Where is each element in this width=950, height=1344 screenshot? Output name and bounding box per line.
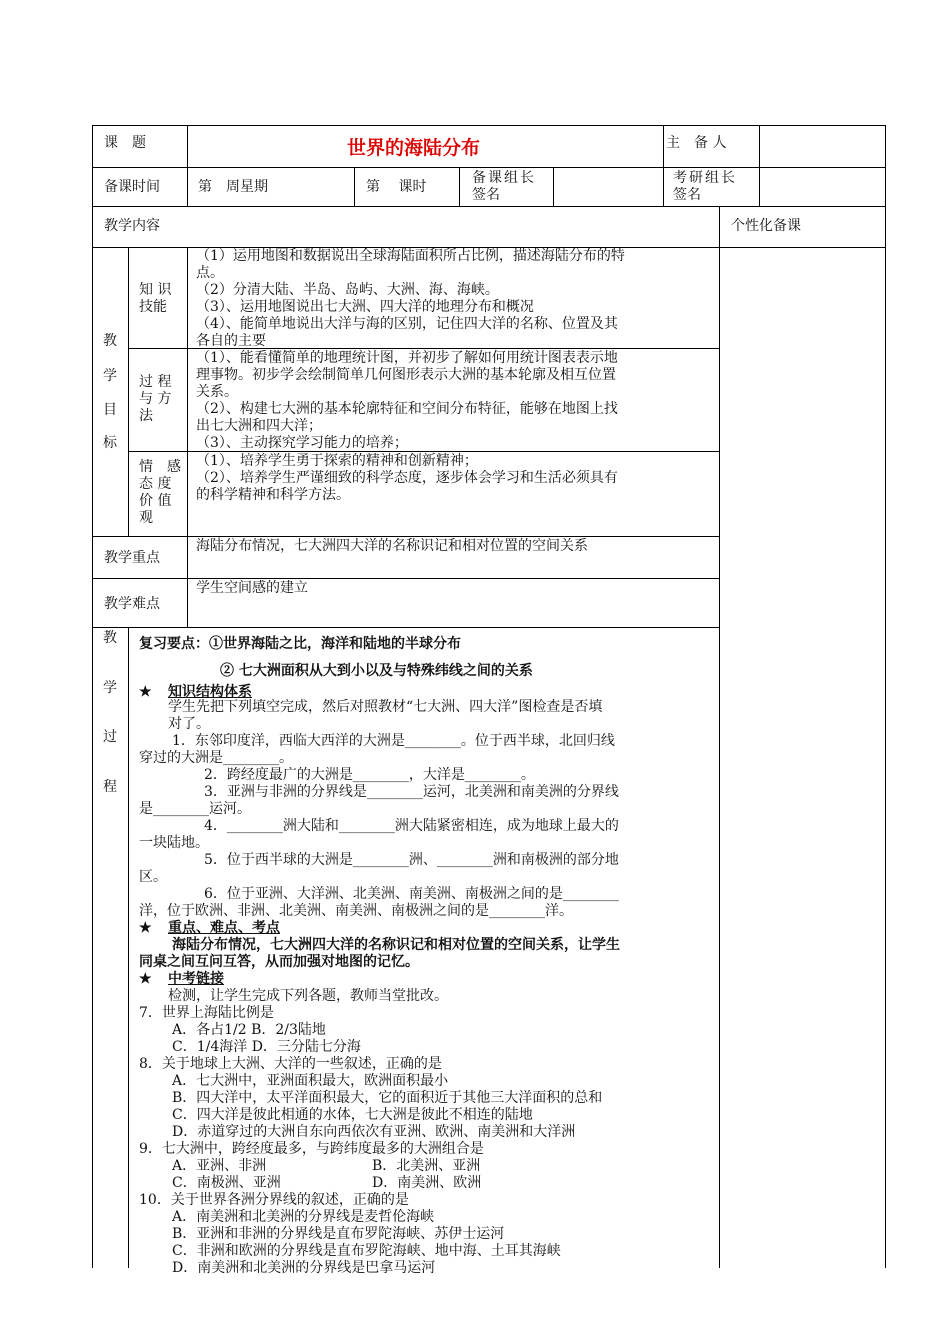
question-line: 一块陆地。 xyxy=(139,835,209,851)
question-line: 3．亚洲与非洲的分界线是________运河，北美洲和南美洲的分界线 xyxy=(204,784,619,800)
col-line xyxy=(553,167,554,206)
text-line: （2）分清大陆、半岛、岛屿、大洲、海、海峡。 xyxy=(196,282,499,298)
label-line: 技能 xyxy=(139,299,167,315)
subject-label: 课 题 xyxy=(104,135,146,151)
time-label: 备课时间 xyxy=(104,179,160,195)
text-line: （4）、能简单地说出大洋与海的区别，记住四大洋的名称、位置及其 xyxy=(196,316,618,332)
research-sign-label-2: 签名 xyxy=(673,187,701,203)
personal-label: 个性化备课 xyxy=(731,218,801,234)
row-line xyxy=(92,167,885,168)
research-sign-label: 考研组长 xyxy=(673,170,737,186)
text-line: （3）、运用地图说出七大洲、四大洋的地理分布和概况 xyxy=(196,299,534,315)
side-char: 过 xyxy=(103,729,117,745)
label-line: 知 识 xyxy=(139,282,172,298)
question-line: 5．位于西半球的大洲是________洲、________洲和南极洲的部分地 xyxy=(204,852,619,868)
key-point-label: 教学重点 xyxy=(104,550,160,566)
question-line: 洋，位于欧洲、非洲、北美洲、南美洲、南极洲之间的是________洋。 xyxy=(139,903,573,919)
key-point-text: 海陆分布情况，七大洲四大洋的名称识记和相对位置的空间关系 xyxy=(196,538,588,554)
exam-line: A．亚洲、非洲 xyxy=(172,1158,267,1174)
difficulty-label: 教学难点 xyxy=(104,596,160,612)
border-right xyxy=(885,125,886,1268)
review-point-1: 复习要点：①世界海陆之比，海洋和陆地的半球分布 xyxy=(139,636,461,652)
content-label: 教学内容 xyxy=(104,218,160,234)
difficulty-text: 学生空间感的建立 xyxy=(196,580,308,596)
col-line xyxy=(128,247,129,536)
text-line: 各自的主要 xyxy=(196,333,266,349)
label-line: 态 度 xyxy=(139,476,172,492)
col-line xyxy=(187,536,188,627)
intro-line: 学生先把下列填空完成，然后对照教材“七大洲、四大洋”图检查是否填 xyxy=(168,699,603,715)
question-line: 穿过的大洲是________。 xyxy=(139,750,293,766)
col-line xyxy=(663,125,664,206)
key-line: 海陆分布情况，七大洲四大洋的名称识记和相对位置的空间关系，让学生 xyxy=(172,937,620,953)
question-line: 是________运河。 xyxy=(139,801,251,817)
text-line: 的科学精神和科学方法。 xyxy=(196,487,350,503)
label-line: 观 xyxy=(139,510,153,526)
col-line xyxy=(187,167,188,206)
exam-line: B．亚洲和非洲的分界线是直布罗陀海峡、苏伊士运河 xyxy=(172,1226,505,1242)
side-char: 程 xyxy=(103,779,117,795)
side-char: 学 xyxy=(103,368,117,384)
exam-line: D．赤道穿过的大洲自东向西依次有亚洲、欧洲、南美洲和大洋洲 xyxy=(172,1124,576,1140)
section-heading-exam: 中考链接 xyxy=(168,971,224,987)
label-line: 情 感 xyxy=(139,459,181,475)
exam-line: A．各占1/2 B．2/3陆地 xyxy=(172,1022,326,1038)
row-line xyxy=(92,206,885,207)
exam-line: C．1/4海洋 D．三分陆七分海 xyxy=(172,1039,361,1055)
exam-line: 7．世界上海陆比例是 xyxy=(139,1005,274,1021)
text-line: （1）运用地图和数据说出全球海陆面积所占比例，描述海陆分布的特 xyxy=(196,248,625,264)
side-char: 教 xyxy=(103,333,117,349)
col-line xyxy=(354,167,355,206)
page-title: 世界的海陆分布 xyxy=(347,137,481,159)
exam-line: A．南美洲和北美洲的分界线是麦哲伦海峡 xyxy=(172,1209,435,1225)
exam-line: C．南极洲、亚洲 xyxy=(172,1175,281,1191)
exam-line: 10．关于世界各洲分界线的叙述，正确的是 xyxy=(139,1192,409,1208)
side-char: 目 xyxy=(103,402,117,418)
col-line xyxy=(187,125,188,167)
review-point-2: ② 七大洲面积从大到小以及与特殊纬线之间的关系 xyxy=(220,663,533,679)
col-line xyxy=(459,167,460,206)
preparer-label: 主 备 人 xyxy=(666,135,727,151)
label-line: 法 xyxy=(139,408,153,424)
intro-line: 对了。 xyxy=(168,716,210,732)
period-label: 第 课时 xyxy=(366,179,427,195)
exam-line: D．南美洲、欧洲 xyxy=(372,1175,482,1191)
exam-line: 8．关于地球上大洲、大洋的一些叙述，正确的是 xyxy=(139,1056,442,1072)
text-line: 点。 xyxy=(196,265,224,281)
week-label: 第 周星期 xyxy=(198,179,268,195)
text-line: 关系。 xyxy=(196,384,238,400)
leader-sign-label: 备课组长 xyxy=(472,170,536,186)
exam-line: C．非洲和欧洲的分界线是直布罗陀海峡、地中海、土耳其海峡 xyxy=(172,1243,561,1259)
text-line: （1）、能看懂简单的地理统计图，并初步了解如何用统计图表表示地 xyxy=(196,350,618,366)
question-line: 4．________洲大陆和________洲大陆紧密相连，成为地球上最大的 xyxy=(204,818,619,834)
col-line xyxy=(719,627,720,1268)
label-line: 价 值 xyxy=(139,493,172,509)
star-icon: ★ xyxy=(139,971,152,987)
section-heading-knowledge: 知识结构体系 xyxy=(168,684,252,700)
col-line xyxy=(759,125,760,206)
border-left xyxy=(92,125,93,1268)
star-icon: ★ xyxy=(139,920,152,936)
text-line: （2）、培养学生严谨细致的科学态度，逐步体会学习和生活必须具有 xyxy=(196,470,618,486)
question-line: 2．跨经度最广的大洲是________，大洋是________。 xyxy=(204,767,535,783)
exam-line: B．四大洋中，太平洋面积最大，它的面积近于其他三大洋面积的总和 xyxy=(172,1090,603,1106)
exam-line: A．七大洲中，亚洲面积最大，欧洲面积最小 xyxy=(172,1073,449,1089)
side-char: 教 xyxy=(103,630,117,646)
side-char: 标 xyxy=(103,435,117,451)
exam-line: D．南美洲和北美洲的分界线是巴拿马运河 xyxy=(172,1260,436,1276)
leader-sign-label-2: 签名 xyxy=(472,187,500,203)
key-line: 同桌之间互问互答，从而加强对地图的记忆。 xyxy=(139,954,419,970)
star-icon: ★ xyxy=(139,684,152,700)
label-line: 过 程 xyxy=(139,374,172,390)
section-heading-key: 重点、难点、考点 xyxy=(168,920,280,936)
exam-line: C．四大洋是彼此相通的水体，七大洲是彼此不相连的陆地 xyxy=(172,1107,533,1123)
exam-intro: 检测，让学生完成下列各题，教师当堂批改。 xyxy=(168,988,448,1004)
question-line: 1．东邻印度洋，西临大西洋的大洲是________。位于西半球，北回归线 xyxy=(172,733,615,749)
text-line: （1）、培养学生勇于探索的精神和创新精神； xyxy=(196,453,478,469)
text-line: （3）、主动探究学习能力的培养； xyxy=(196,435,408,451)
border-top xyxy=(92,125,885,126)
text-line: 出七大洲和四大洋； xyxy=(196,418,322,434)
col-line xyxy=(719,206,720,627)
col-line xyxy=(128,627,129,1268)
exam-line: B．北美洲、亚洲 xyxy=(372,1158,481,1174)
question-line: 区。 xyxy=(139,869,167,885)
label-line: 与 方 xyxy=(139,391,172,407)
text-line: 理事物。初步学会绘制简单几何图形表示大洲的基本轮廓及相互位置 xyxy=(196,367,616,383)
text-line: （2）、构建七大洲的基本轮廓特征和空间分布特征，能够在地图上找 xyxy=(196,401,618,417)
side-char: 学 xyxy=(103,680,117,696)
col-line xyxy=(187,247,188,536)
exam-line: 9．七大洲中，跨经度最多，与跨纬度最多的大洲组合是 xyxy=(139,1141,484,1157)
row-line xyxy=(92,627,719,628)
question-line: 6．位于亚洲、大洋洲、北美洲、南美洲、南极洲之间的是________ xyxy=(204,886,619,902)
